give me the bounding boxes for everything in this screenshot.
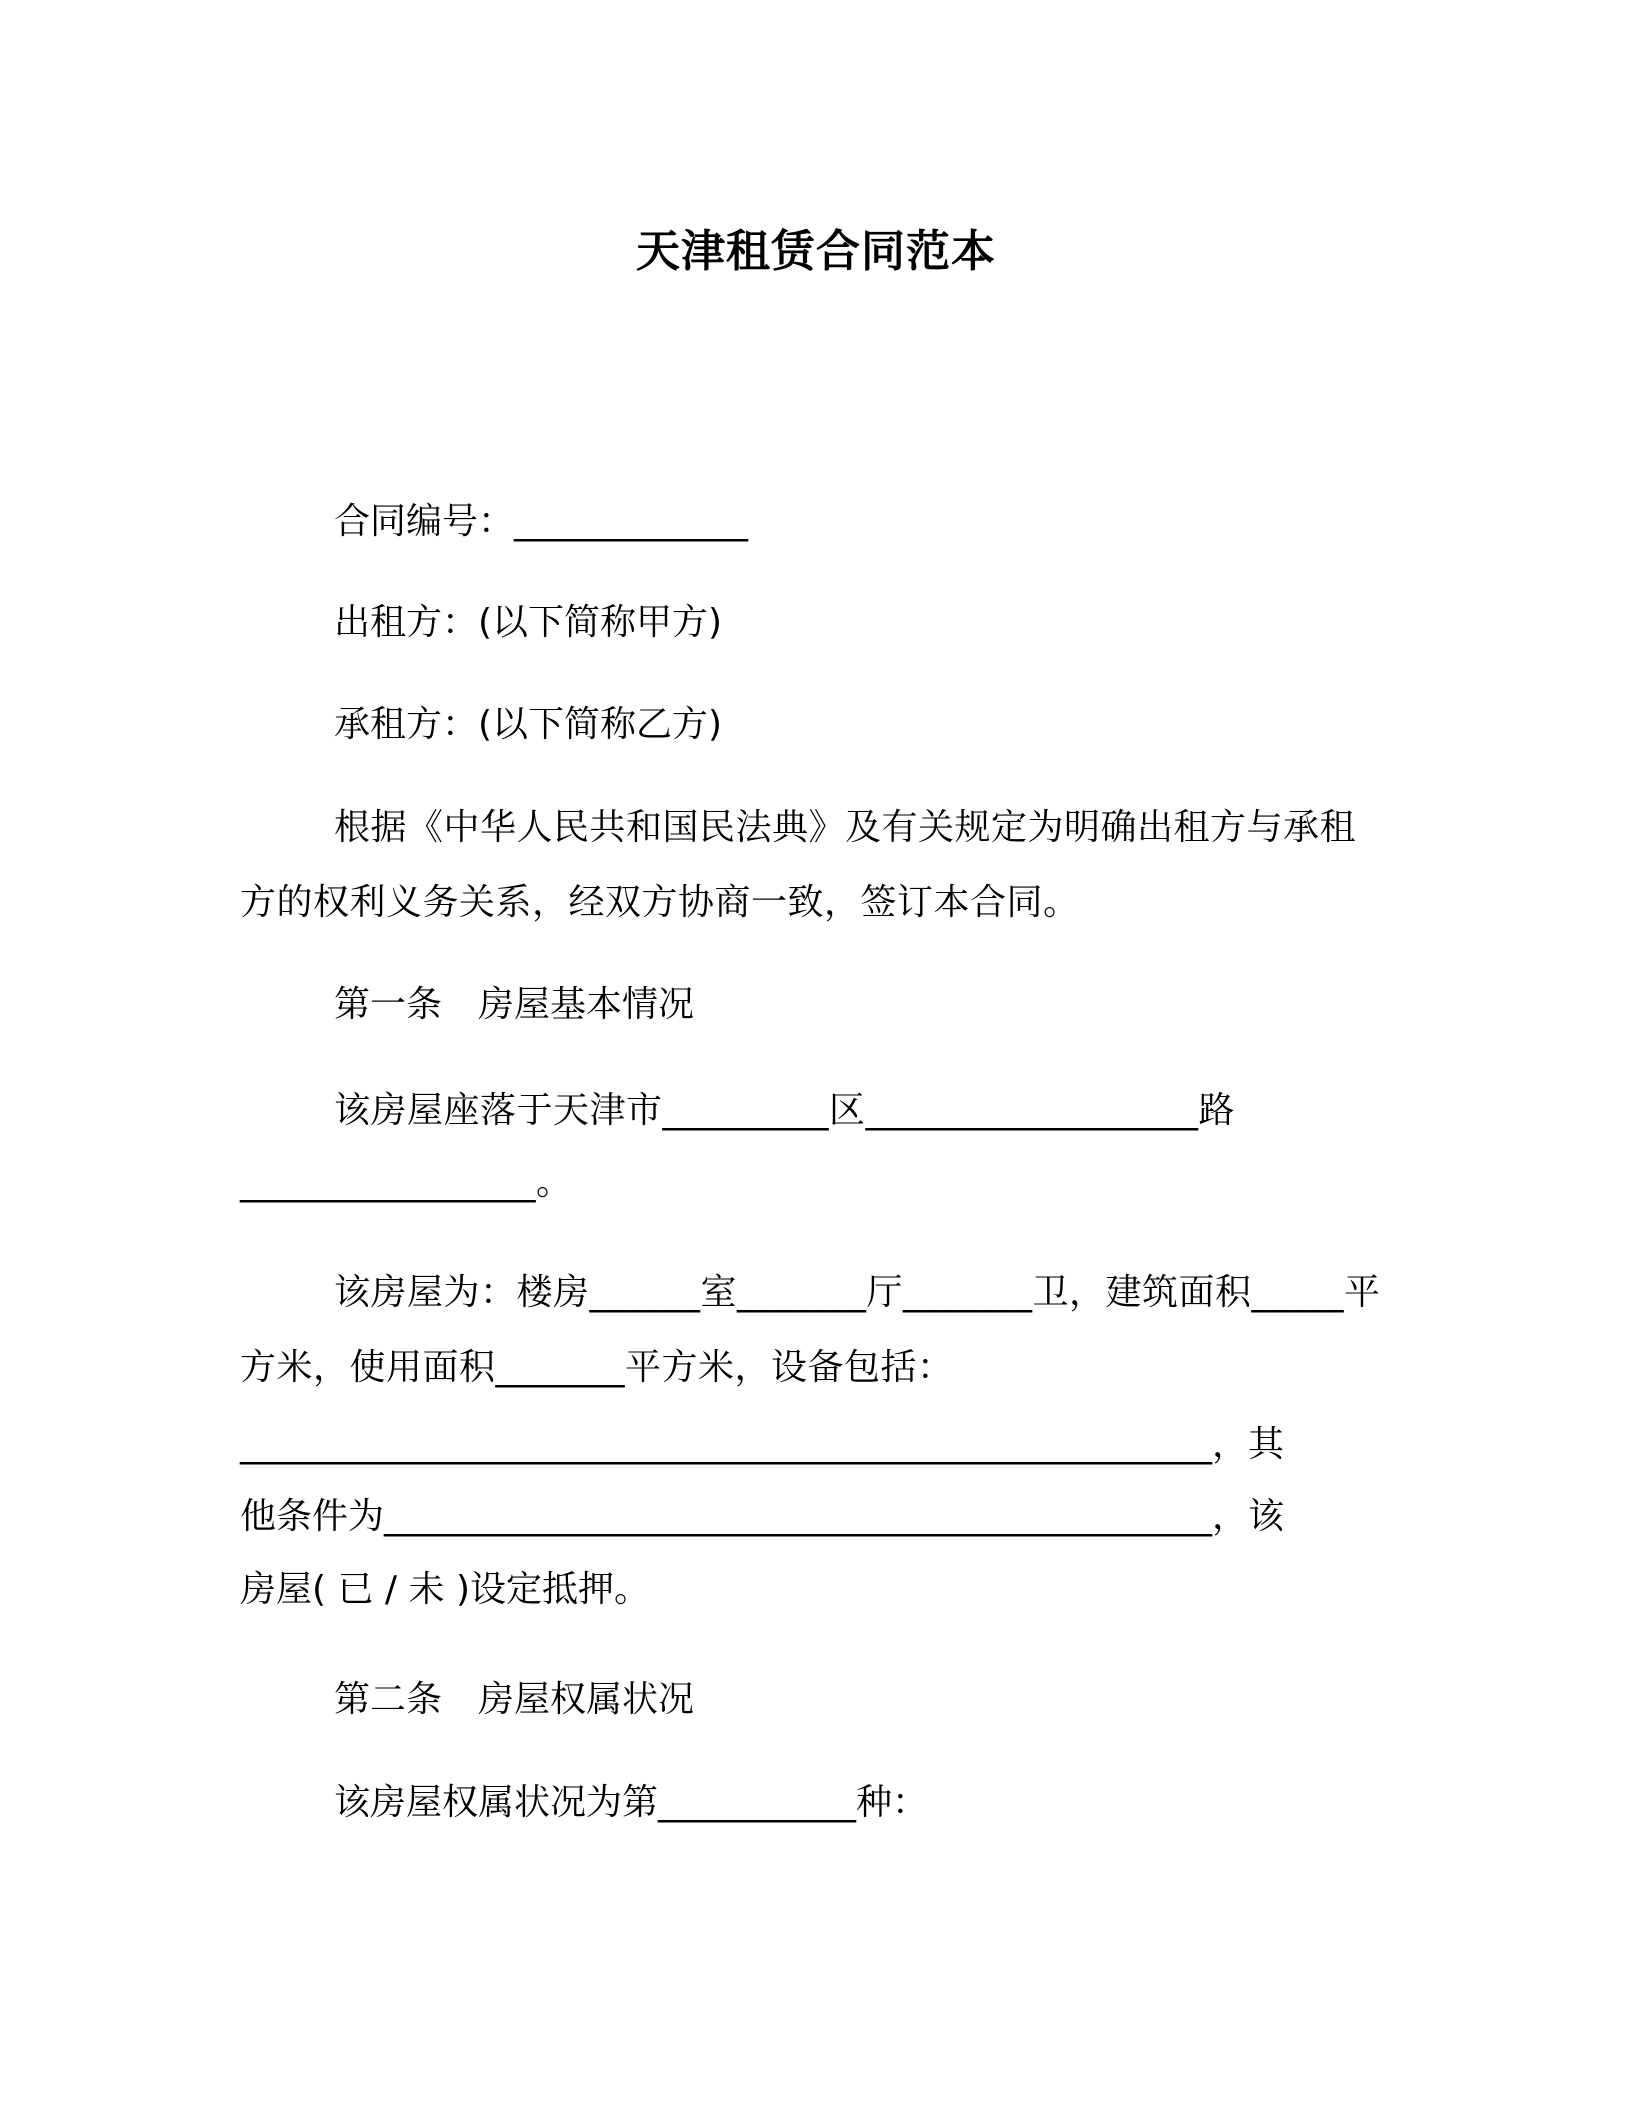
document-title: 天津租赁合同范本: [636, 226, 996, 277]
article-1-other-conditions-line: 他条件为______________________________________________，该: [240, 1496, 1285, 1537]
article-2-heading: 第二条 房屋权属状况: [334, 1679, 695, 1720]
article-1-heading: 第一条 房屋基本情况: [334, 984, 695, 1025]
article-1-mortgage-line: 房屋( 已 / 未 )设定抵押。: [240, 1569, 650, 1610]
contract-number-line: 合同编号：_____________: [334, 501, 749, 542]
lessor-line: 出租方：(以下简称甲方): [334, 602, 723, 643]
preamble-paragraph: 根据《中华人民共和国民法典》及有关规定为明确出租方与承租方的权利义务关系，经双方协商一致，签订本合同。: [240, 807, 1357, 923]
lessee-line: 承租方：(以下简称乙方): [334, 704, 723, 745]
article-1-equipment-line: ______________________________________________________，其: [240, 1424, 1284, 1465]
article-2-ownership-type-line: 该房屋权属状况为第___________种：: [334, 1782, 929, 1823]
article-1-details-paragraph: 该房屋为：楼房______室_______厅_______卫，建筑面积_____平方米，使用面积_______平方米，设备包括：: [240, 1272, 1381, 1388]
article-1-location-paragraph: 该房屋座落于天津市_________区__________________路________________。: [240, 1090, 1236, 1203]
